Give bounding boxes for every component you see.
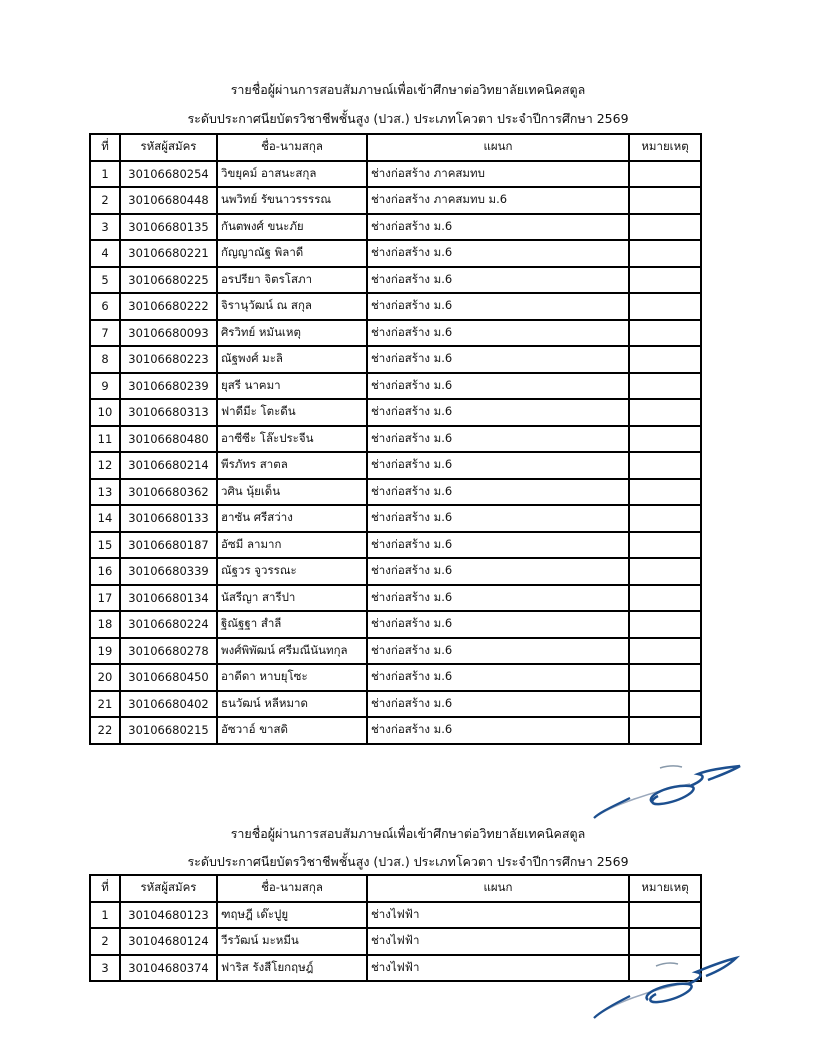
row-number-cell: 2 xyxy=(90,187,120,214)
applicant-name-cell: ฐิณัฐฐา สำลี xyxy=(217,611,367,638)
applicant-id-cell: 30106680134 xyxy=(120,585,217,612)
note-cell xyxy=(629,267,701,294)
applicant-name-cell: อัซวาอ์ ขาสดิ xyxy=(217,717,367,744)
table-row xyxy=(90,240,701,267)
applicant-name-cell: ยุสรี นาฅมา xyxy=(217,373,367,400)
row-number-cell: 3 xyxy=(90,214,120,241)
row-number-cell: 13 xyxy=(90,479,120,506)
department-cell: ช่างก่อสร้าง ม.6 xyxy=(367,426,629,453)
applicant-name-cell: นัสรีญา สารีปา xyxy=(217,585,367,612)
department-cell: ช่างก่อสร้าง ม.6 xyxy=(367,399,629,426)
applicant-id-cell: 30106680135 xyxy=(120,214,217,241)
department-cell: ช่างก่อสร้าง ม.6 xyxy=(367,373,629,400)
applicant-id-cell: 30106680450 xyxy=(120,664,217,691)
table-row xyxy=(90,558,701,585)
applicant-id-cell: 30106680214 xyxy=(120,452,217,479)
applicant-id-cell: 30106680239 xyxy=(120,373,217,400)
row-number-cell: 9 xyxy=(90,373,120,400)
row-number-cell: 5 xyxy=(90,267,120,294)
note-cell xyxy=(629,691,701,718)
table-row xyxy=(90,691,701,718)
table-row xyxy=(90,426,701,453)
applicant-name-cell: อัซมี ลามาก xyxy=(217,532,367,559)
applicant-id-cell: 30106680313 xyxy=(120,399,217,426)
header-department: แผนก xyxy=(367,875,629,902)
row-number-cell: 1 xyxy=(90,161,120,188)
applicant-name-cell: อาซีซีะ โล๊ะประจีน xyxy=(217,426,367,453)
applicant-id-cell: 30106680225 xyxy=(120,267,217,294)
applicant-name-cell: วศิน นุ้ยเด็น xyxy=(217,479,367,506)
note-cell xyxy=(629,532,701,559)
department-cell: ช่างก่อสร้าง ม.6 xyxy=(367,717,629,744)
department-cell: ช่างก่อสร้าง ม.6 xyxy=(367,532,629,559)
row-number-cell: 20 xyxy=(90,664,120,691)
department-cell: ช่างก่อสร้าง ม.6 xyxy=(367,664,629,691)
row-number-cell: 10 xyxy=(90,399,120,426)
row-number-cell: 8 xyxy=(90,346,120,373)
note-cell xyxy=(629,373,701,400)
table-row xyxy=(90,532,701,559)
applicant-name-cell: ฑฤษฎี เด๊ะปูยู xyxy=(217,902,367,929)
note-cell xyxy=(629,214,701,241)
applicant-id-cell: 30106680215 xyxy=(120,717,217,744)
department-cell: ช่างก่อสร้าง ม.6 xyxy=(367,240,629,267)
table-header-row xyxy=(90,134,701,161)
applicant-id-cell: 30106680278 xyxy=(120,638,217,665)
section-1-subtitle: ระดับประกาศนียบัตรวิชาชีพชั้นสูง (ปวส.) ประเภทโควตา ประจำปีการศึกษา 2569 xyxy=(187,111,629,126)
note-cell xyxy=(629,161,701,188)
header-name: ชื่อ-นามสกุล xyxy=(217,134,367,161)
note-cell xyxy=(629,902,701,929)
table-row xyxy=(90,928,701,955)
table-row xyxy=(90,902,701,929)
applicant-name-cell: ฮาซัน ศรีสว่าง xyxy=(217,505,367,532)
department-cell: ช่างก่อสร้าง ม.6 xyxy=(367,346,629,373)
applicant-name-cell: ณัฐวร จูวรรณะ xyxy=(217,558,367,585)
department-cell: ช่างก่อสร้าง ม.6 xyxy=(367,452,629,479)
header-no: ที่ xyxy=(90,875,120,902)
header-note: หมายเหตุ xyxy=(629,134,701,161)
table-row xyxy=(90,187,701,214)
table-header-row xyxy=(90,875,701,902)
signature-icon xyxy=(590,952,750,1022)
applicant-name-cell: วิขยุคม์ อาสนะสกุล xyxy=(217,161,367,188)
table-row xyxy=(90,346,701,373)
applicant-id-cell: 30104680123 xyxy=(120,902,217,929)
applicant-id-cell: 30106680093 xyxy=(120,320,217,347)
row-number-cell: 3 xyxy=(90,955,120,982)
department-cell: ช่างไฟฟ้า xyxy=(367,902,629,929)
header-no: ที่ xyxy=(90,134,120,161)
department-cell: ช่างก่อสร้าง ภาคสมทบ ม.6 xyxy=(367,187,629,214)
note-cell xyxy=(629,479,701,506)
applicant-name-cell: ฟาดีมีะ โตะดีน xyxy=(217,399,367,426)
table-row xyxy=(90,161,701,188)
applicant-id-cell: 30106680224 xyxy=(120,611,217,638)
note-cell xyxy=(629,611,701,638)
row-number-cell: 21 xyxy=(90,691,120,718)
table-row xyxy=(90,585,701,612)
row-number-cell: 19 xyxy=(90,638,120,665)
table-row xyxy=(90,452,701,479)
applicant-id-cell: 30106680223 xyxy=(120,346,217,373)
department-cell: ช่างก่อสร้าง ม.6 xyxy=(367,267,629,294)
note-cell xyxy=(629,320,701,347)
note-cell xyxy=(629,664,701,691)
row-number-cell: 18 xyxy=(90,611,120,638)
applicant-name-cell: กัญญาณัฐ พิลาดี xyxy=(217,240,367,267)
note-cell xyxy=(629,187,701,214)
applicant-name-cell: พีรภัทร สาตล xyxy=(217,452,367,479)
row-number-cell: 16 xyxy=(90,558,120,585)
department-cell: ช่างก่อสร้าง ม.6 xyxy=(367,691,629,718)
department-cell: ช่างก่อสร้าง ม.6 xyxy=(367,558,629,585)
note-cell xyxy=(629,638,701,665)
table-row xyxy=(90,399,701,426)
department-cell: ช่างไฟฟ้า xyxy=(367,955,629,982)
applicant-name-cell: อรปรียา จิตรโสภา xyxy=(217,267,367,294)
department-cell: ช่างก่อสร้าง ม.6 xyxy=(367,320,629,347)
row-number-cell: 12 xyxy=(90,452,120,479)
row-number-cell: 14 xyxy=(90,505,120,532)
department-cell: ช่างก่อสร้าง ม.6 xyxy=(367,214,629,241)
table-row xyxy=(90,373,701,400)
applicant-id-cell: 30106680402 xyxy=(120,691,217,718)
table-row xyxy=(90,717,701,744)
applicant-name-cell: นพวิทย์ รัขนาวรรรรณ xyxy=(217,187,367,214)
table-row xyxy=(90,479,701,506)
table-row xyxy=(90,214,701,241)
applicants-table-construction xyxy=(89,133,702,745)
section-1-title: รายชื่อผู้ผ่านการสอบสัมภาษณ์เพื่อเข้าศึกษาต่อวิทยาลัยเทคนิคสตูล xyxy=(230,82,586,97)
applicant-id-cell: 30106680339 xyxy=(120,558,217,585)
note-cell xyxy=(629,585,701,612)
applicant-id-cell: 30106680254 xyxy=(120,161,217,188)
applicant-id-cell: 30106680448 xyxy=(120,187,217,214)
header-name: ชื่อ-นามสกุล xyxy=(217,875,367,902)
applicant-name-cell: พงศ์พิพัฒน์ ศรีมณีนันทกุล xyxy=(217,638,367,665)
applicant-name-cell: วีรวัฒน์ มะหมีน xyxy=(217,928,367,955)
signature-icon xyxy=(590,762,750,822)
applicant-id-cell: 30104680374 xyxy=(120,955,217,982)
applicant-id-cell: 30106680362 xyxy=(120,479,217,506)
table-row xyxy=(90,611,701,638)
row-number-cell: 15 xyxy=(90,532,120,559)
row-number-cell: 1 xyxy=(90,902,120,929)
note-cell xyxy=(629,558,701,585)
department-cell: ช่างก่อสร้าง ม.6 xyxy=(367,585,629,612)
applicant-id-cell: 30106680222 xyxy=(120,293,217,320)
row-number-cell: 22 xyxy=(90,717,120,744)
note-cell xyxy=(629,399,701,426)
applicant-name-cell: ศิรวิทย์ หมันเหตุ xyxy=(217,320,367,347)
note-cell xyxy=(629,293,701,320)
row-number-cell: 17 xyxy=(90,585,120,612)
table-row xyxy=(90,664,701,691)
applicant-id-cell: 30106680133 xyxy=(120,505,217,532)
note-cell xyxy=(629,426,701,453)
applicant-name-cell: ฟาริส รังสีโยกฤษฎ์ xyxy=(217,955,367,982)
header-department: แผนก xyxy=(367,134,629,161)
applicant-name-cell: จิรานุวัฒน์ ณ สกุล xyxy=(217,293,367,320)
row-number-cell: 7 xyxy=(90,320,120,347)
section-2-title: รายชื่อผู้ผ่านการสอบสัมภาษณ์เพื่อเข้าศึกษาต่อวิทยาลัยเทคนิคสตูล xyxy=(230,826,586,841)
department-cell: ช่างก่อสร้าง ม.6 xyxy=(367,505,629,532)
note-cell xyxy=(629,717,701,744)
department-cell: ช่างก่อสร้าง ม.6 xyxy=(367,638,629,665)
department-cell: ช่างก่อสร้าง ภาคสมทบ xyxy=(367,161,629,188)
applicant-id-cell: 30106680187 xyxy=(120,532,217,559)
table-row xyxy=(90,638,701,665)
section-2-subtitle: ระดับประกาศนียบัตรวิชาชีพชั้นสูง (ปวส.) ประเภทโควตา ประจำปีการศึกษา 2569 xyxy=(187,854,629,869)
row-number-cell: 6 xyxy=(90,293,120,320)
note-cell xyxy=(629,928,701,955)
applicant-id-cell: 30106680480 xyxy=(120,426,217,453)
table-row xyxy=(90,505,701,532)
table-row xyxy=(90,320,701,347)
applicant-id-cell: 30106680221 xyxy=(120,240,217,267)
header-applicant-id: รหัสผู้สมัคร xyxy=(120,134,217,161)
table-row xyxy=(90,267,701,294)
note-cell xyxy=(629,452,701,479)
applicant-name-cell: อาดีดา หาบยุโซะ xyxy=(217,664,367,691)
applicant-name-cell: ธนวัฒน์ หลีหมาด xyxy=(217,691,367,718)
applicant-name-cell: กันตพงศ์ ขนะภัย xyxy=(217,214,367,241)
header-note: หมายเหตุ xyxy=(629,875,701,902)
note-cell xyxy=(629,505,701,532)
department-cell: ช่างก่อสร้าง ม.6 xyxy=(367,479,629,506)
department-cell: ช่างไฟฟ้า xyxy=(367,928,629,955)
row-number-cell: 11 xyxy=(90,426,120,453)
header-applicant-id: รหัสผู้สมัคร xyxy=(120,875,217,902)
note-cell xyxy=(629,346,701,373)
department-cell: ช่างก่อสร้าง ม.6 xyxy=(367,293,629,320)
row-number-cell: 4 xyxy=(90,240,120,267)
table-row xyxy=(90,293,701,320)
department-cell: ช่างก่อสร้าง ม.6 xyxy=(367,611,629,638)
applicant-name-cell: ณัฐพงศ์ มะลิ xyxy=(217,346,367,373)
row-number-cell: 2 xyxy=(90,928,120,955)
note-cell xyxy=(629,240,701,267)
applicant-id-cell: 30104680124 xyxy=(120,928,217,955)
